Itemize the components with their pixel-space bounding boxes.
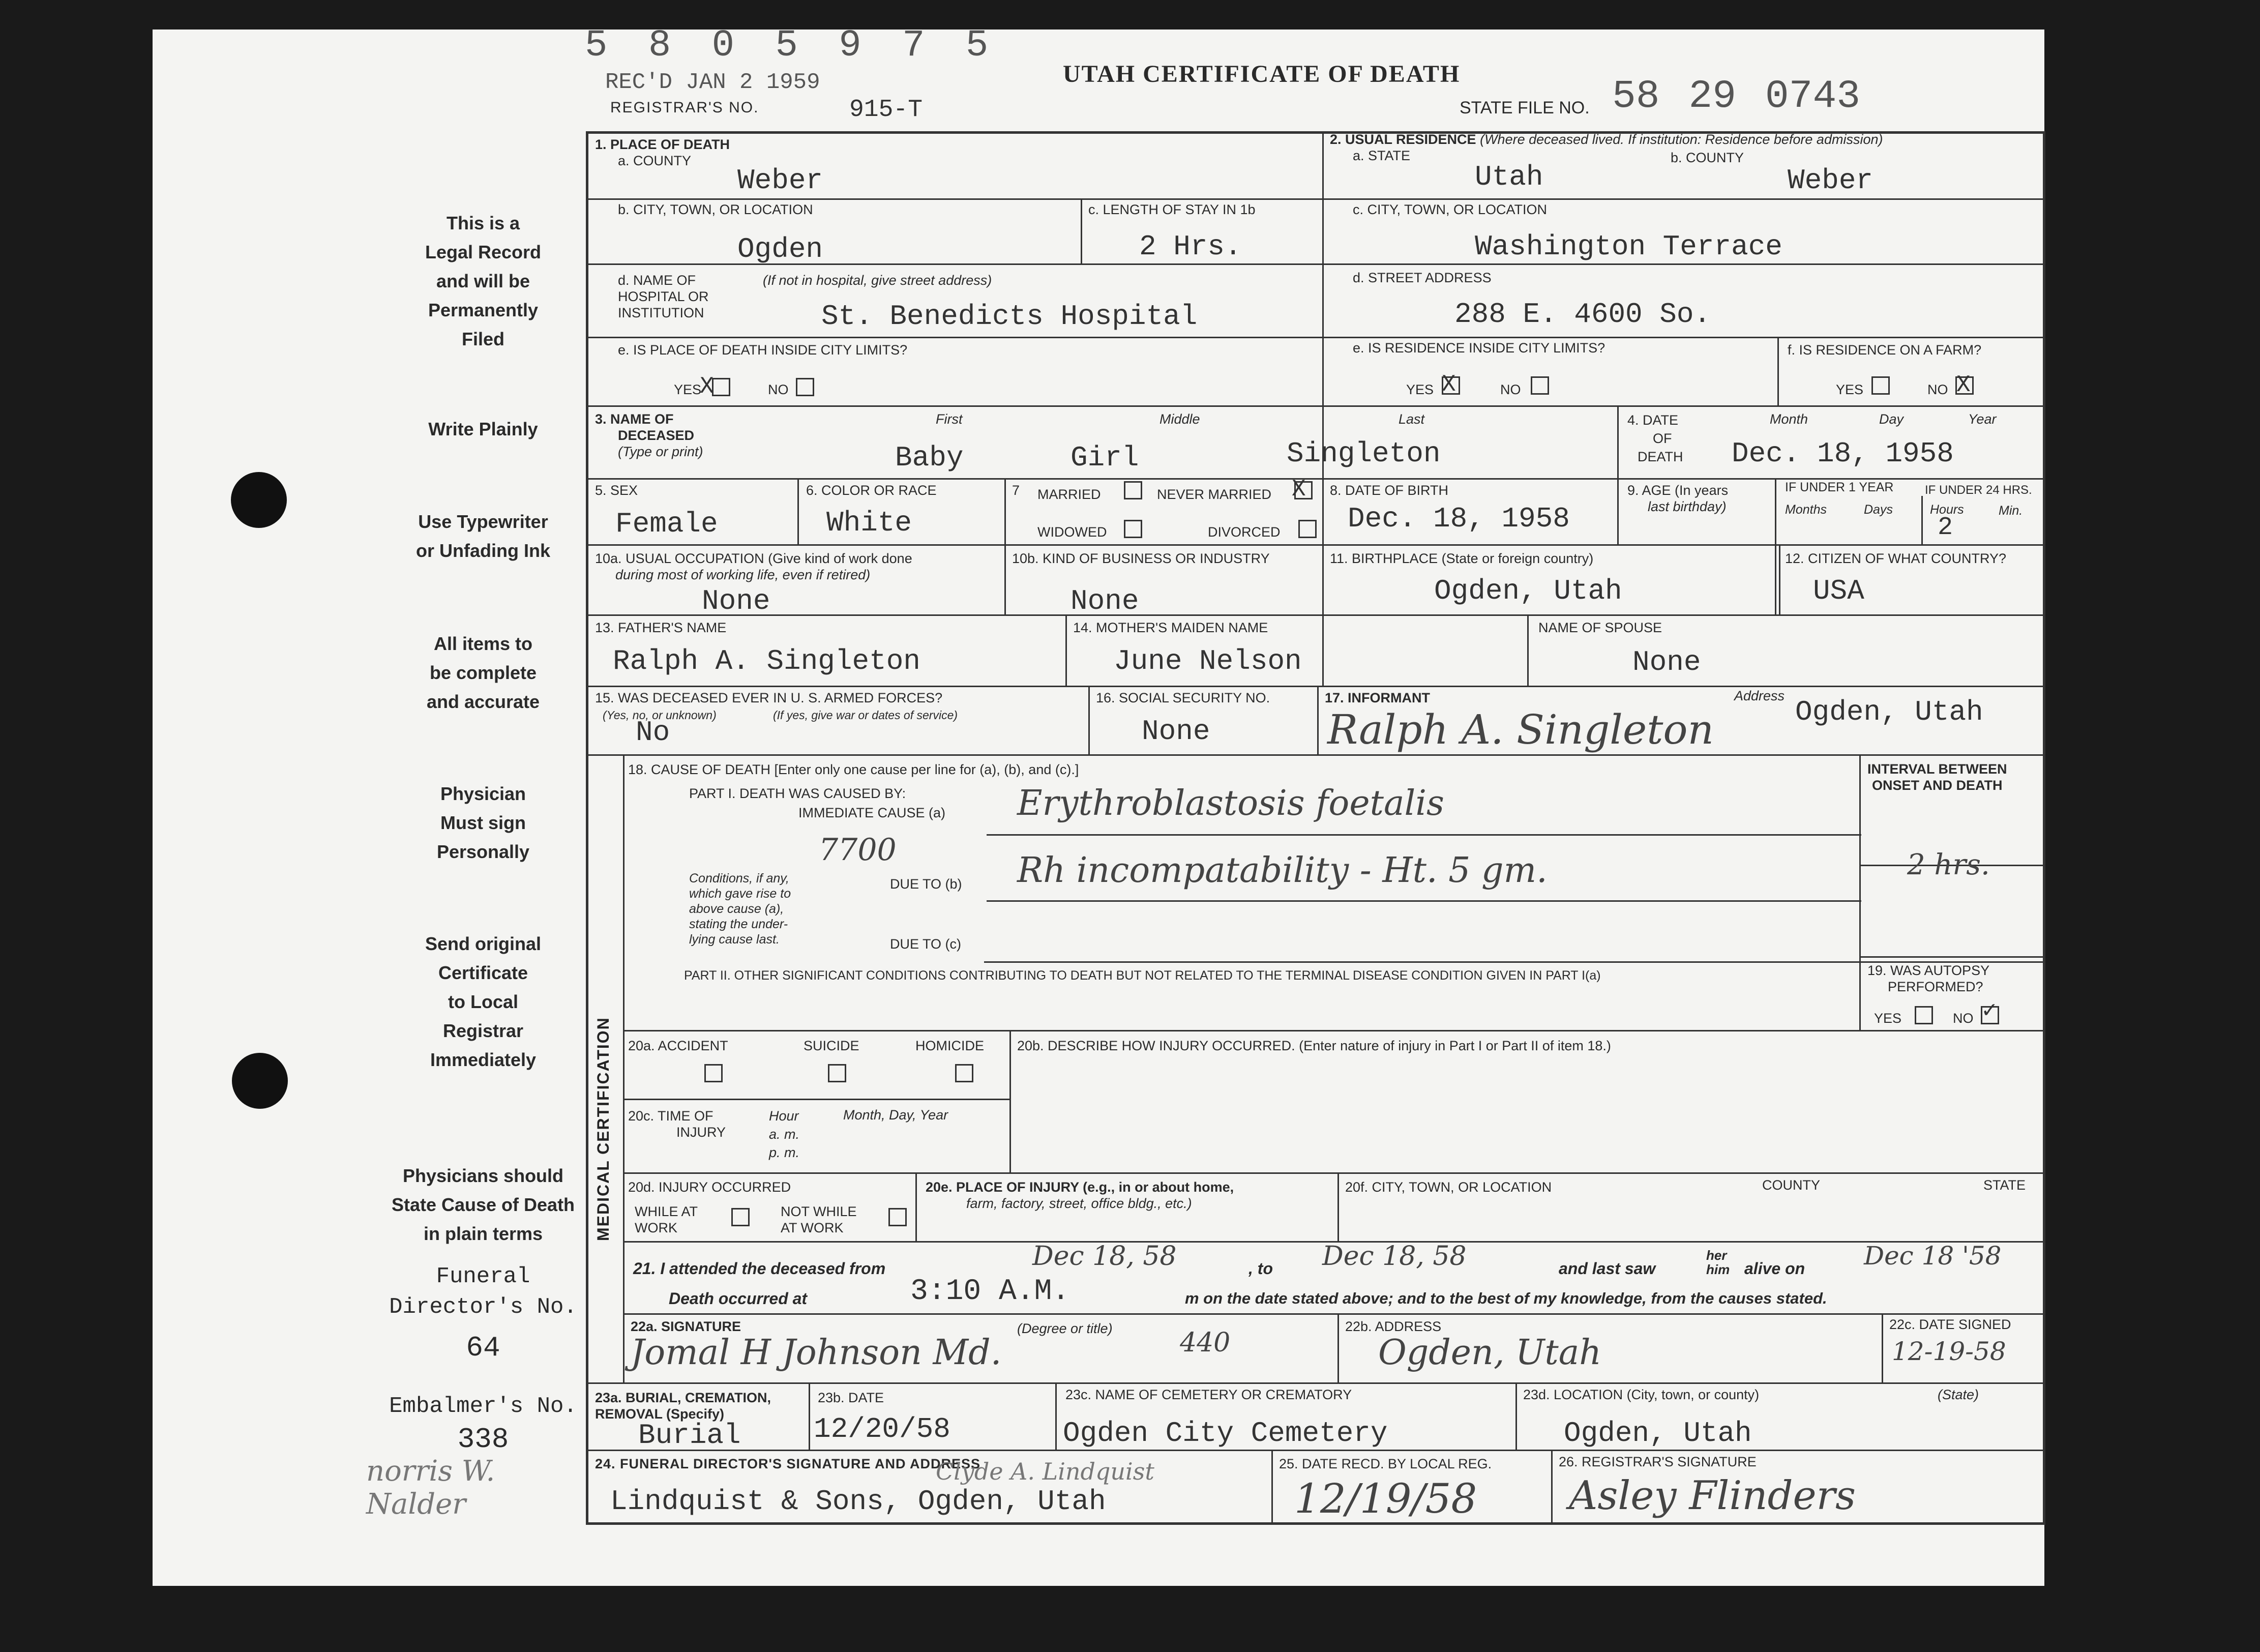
embalmer-no: 338 <box>457 1423 509 1456</box>
funeral-director-no: 64 <box>466 1332 500 1364</box>
typewriter-note: Use Typewriter or Unfading Ink <box>416 511 550 561</box>
deceased-label: DECEASED <box>618 428 695 443</box>
burial-date-value: 12/20/58 <box>814 1413 950 1446</box>
ssn-label: 16. SOCIAL SECURITY NO. <box>1096 690 1270 705</box>
funeral-director-sig-label: 24. FUNERAL DIRECTOR'S SIGNATURE AND ADDRESS <box>595 1456 980 1471</box>
not-work-checkbox[interactable] <box>888 1208 907 1226</box>
accident-label: 20a. ACCIDENT <box>628 1038 728 1053</box>
res-limits-no-checkbox[interactable] <box>1531 376 1549 395</box>
name-label: 3. NAME OF <box>595 411 674 427</box>
armed-note-yes-no: (Yes, no, or unknown) <box>603 709 717 722</box>
check-mark: X <box>700 373 714 400</box>
length-stay-label: c. LENGTH OF STAY IN 1b <box>1088 202 1256 217</box>
father-value: Ralph A. Singleton <box>613 645 920 677</box>
citizen-label: 12. CITIZEN OF WHAT COUNTRY? <box>1785 551 2007 566</box>
married-label: MARRIED <box>1037 487 1101 502</box>
registrar-label: REGISTRAR'S NO. <box>610 99 759 116</box>
no-label: NO <box>1500 382 1521 397</box>
time-injury-label: 20c. TIME OF INJURY <box>628 1108 726 1140</box>
embalmer-label: Embalmer's No. <box>389 1394 577 1419</box>
days-label: Days <box>1864 503 1893 517</box>
injury-county-label: COUNTY <box>1762 1177 1820 1193</box>
business-label: 10b. KIND OF BUSINESS OR INDUSTRY <box>1012 551 1270 566</box>
divorced-checkbox[interactable] <box>1298 520 1317 538</box>
spouse-value: None <box>1632 646 1701 678</box>
cause-code: 7700 <box>819 832 897 868</box>
birthplace-label: 11. BIRTHPLACE (State or foreign country) <box>1330 551 1594 566</box>
first-name-value: Baby <box>895 441 964 474</box>
death-occurred-note: m on the date stated above; and to the best of my knowledge, from the causes stated. <box>1185 1289 1827 1307</box>
month-label: Month <box>1770 411 1808 427</box>
race-label: 6. COLOR OR RACE <box>806 483 937 498</box>
res-city-value: Washington Terrace <box>1475 230 1782 263</box>
res-city-label: c. CITY, TOWN, OR LOCATION <box>1353 202 1548 217</box>
burial-label: 23a. BURIAL, CREMATION, REMOVAL (Specify) <box>595 1390 771 1422</box>
sex-value: Female <box>615 508 718 540</box>
birth-date-value: Dec. 18, 1958 <box>1348 503 1570 535</box>
part2-label: PART II. OTHER SIGNIFICANT CONDITIONS CONTRIBUTING TO DEATH BUT NOT RELATED TO THE TERMINAL DISEASE CONDITION GIVEN IN PART I(a) <box>684 968 1601 983</box>
res-county-value: Weber <box>1788 164 1874 197</box>
attended-to-value: Dec 18, 58 <box>1322 1241 1467 1272</box>
due-to-b-value: Rh incompatability - Ht. 5 gm. <box>1017 850 1548 891</box>
attended-label: 21. I attended the deceased from <box>633 1259 886 1278</box>
attended-from-value: Dec 18, 58 <box>1032 1241 1177 1272</box>
res-limits-label: e. IS RESIDENCE INSIDE CITY LIMITS? <box>1353 340 1605 356</box>
death-date-label: 4. DATE OF DEATH <box>1627 412 1683 464</box>
sex-label: 5. SEX <box>595 483 638 498</box>
place-limits-no-checkbox[interactable] <box>796 378 814 396</box>
widowed-label: WIDOWED <box>1037 524 1107 540</box>
father-label: 13. FATHER'S NAME <box>595 620 727 635</box>
middle-name-value: Girl <box>1070 441 1139 474</box>
due-to-b-label: DUE TO (b) <box>890 876 962 892</box>
autopsy-label: 19. WAS AUTOPSY PERFORMED? <box>1867 963 1990 994</box>
received-stamp: REC'D JAN 2 1959 <box>605 70 820 95</box>
last-label: Last <box>1399 411 1425 427</box>
res-state-value: Utah <box>1475 161 1543 193</box>
last-saw-label: and last saw <box>1559 1259 1656 1278</box>
no-label: NO <box>1927 382 1948 397</box>
street-value: 288 E. 4600 So. <box>1454 298 1711 331</box>
attended-to-label: , to <box>1248 1259 1273 1278</box>
check-mark: ✓ <box>1982 998 1997 1024</box>
date-signed-value: 12-19-58 <box>1892 1337 2006 1366</box>
not-work-label: NOT WHILE AT WORK <box>781 1204 857 1235</box>
accident-checkbox[interactable] <box>704 1064 723 1082</box>
informant-address-label: Address <box>1734 688 1785 703</box>
age-hours-value: 2 <box>1938 513 1953 542</box>
armed-forces-value: No <box>636 716 670 749</box>
street-label: d. STREET ADDRESS <box>1353 270 1492 285</box>
birthplace-value: Ogden, Utah <box>1434 575 1622 607</box>
mother-value: June Nelson <box>1114 645 1302 677</box>
date-recd-label: 25. DATE RECD. BY LOCAL REG. <box>1279 1456 1492 1471</box>
inside-limits-label: e. IS PLACE OF DEATH INSIDE CITY LIMITS? <box>618 342 908 358</box>
armed-note-war: (If yes, give war or dates of service) <box>773 709 958 722</box>
place-of-death-label: 1. PLACE OF DEATH <box>595 137 730 152</box>
farm-label: f. IS RESIDENCE ON A FARM? <box>1788 342 1982 358</box>
check-mark: X <box>1956 372 1971 398</box>
place-injury-label: 20e. PLACE OF INJURY (e.g., in or about home, farm, factory, street, office bldg., etc.) <box>926 1179 1234 1211</box>
yes-label: YES <box>1836 382 1864 397</box>
registrar-signature: Asley Flinders <box>1569 1473 1856 1519</box>
middle-label: Middle <box>1159 411 1200 427</box>
state-paren-label: (State) <box>1938 1387 1979 1402</box>
funeral-director-label: Funeral Director's No. <box>389 1264 577 1320</box>
race-value: White <box>826 507 912 539</box>
citizen-value: USA <box>1813 575 1864 607</box>
ssn-value: None <box>1142 715 1210 748</box>
homicide-label: HOMICIDE <box>915 1038 984 1053</box>
city-value: Ogden <box>737 233 823 266</box>
hours-label: Hours <box>1930 503 1964 517</box>
immediate-cause-value: Erythroblastosis foetalis <box>1017 783 1444 823</box>
medical-certification-label: MEDICAL CERTIFICATION <box>594 1017 612 1241</box>
while-work-checkbox[interactable] <box>731 1208 750 1226</box>
yes-label: YES <box>674 382 702 397</box>
cemetery-value: Ogden City Cemetery <box>1063 1417 1388 1450</box>
business-value: None <box>1070 585 1139 617</box>
usual-residence-label: 2. USUAL RESIDENCE (Where deceased lived. If institution: Residence before admission) <box>1330 132 1883 147</box>
part1-label: PART I. DEATH WAS CAUSED BY: <box>689 786 906 801</box>
injury-describe-label: 20b. DESCRIBE HOW INJURY OCCURRED. (Enter nature of injury in Part I or Part II of item 18.) <box>1017 1038 1611 1053</box>
degree-label: (Degree or title) <box>1017 1321 1113 1336</box>
physician-note: Physician Must sign Personally <box>436 783 530 862</box>
city-label: b. CITY, TOWN, OR LOCATION <box>618 202 813 217</box>
informant-label: 17. INFORMANT <box>1325 690 1431 705</box>
physician-address-label: 22b. ADDRESS <box>1345 1319 1442 1334</box>
under-1-year-label: IF UNDER 1 YEAR <box>1785 480 1894 494</box>
injury-state-label: STATE <box>1983 1177 2026 1193</box>
burial-value: Burial <box>638 1419 741 1452</box>
first-label: First <box>936 411 963 427</box>
date-signed-label: 22c. DATE SIGNED <box>1889 1317 2011 1332</box>
injury-occurred-label: 20d. INJURY OCCURRED <box>628 1179 791 1195</box>
hospital-note: (If not in hospital, give street address) <box>763 273 992 288</box>
physician-no: 440 <box>1180 1328 1231 1358</box>
yes-label: YES <box>1874 1011 1902 1026</box>
burial-date-label: 23b. DATE <box>818 1390 884 1405</box>
send-original-note: Send original Certificate to Local Registrar Immediately <box>425 933 542 1070</box>
immediate-cause-label: IMMEDIATE CAUSE (a) <box>798 805 946 820</box>
location-label: 23d. LOCATION (City, town, or county) <box>1523 1387 1760 1402</box>
death-date-value: Dec. 18, 1958 <box>1732 437 1954 470</box>
alive-on-value: Dec 18 '58 <box>1864 1241 2002 1271</box>
last-name-value: Singleton <box>1287 437 1441 470</box>
death-time-value: 3:10 A.M. <box>910 1275 1070 1308</box>
embalmer-signature: norris W. Nalder <box>366 1455 495 1521</box>
marital-label: 7 <box>1012 483 1020 498</box>
mdy-label: Month, Day, Year <box>843 1107 948 1123</box>
conditions-note: Conditions, if any, which gave rise to above cause (a), stating the under- lying cause last. <box>689 871 791 947</box>
state-file-label: STATE FILE NO. <box>1460 98 1590 117</box>
check-mark: X <box>1442 371 1456 398</box>
county-label: a. COUNTY <box>618 153 692 168</box>
location-value: Ogden, Utah <box>1564 1417 1752 1450</box>
suicide-checkbox[interactable] <box>828 1064 846 1082</box>
physician-signature: Jomal H Johnson Md. <box>631 1333 1002 1373</box>
length-stay-value: 2 Hrs. <box>1139 230 1242 263</box>
no-label: NO <box>768 382 789 397</box>
legal-record-note: This is a Legal Record and will be Permanently Filed <box>425 213 542 349</box>
cause-of-death-label: 18. CAUSE OF DEATH [Enter only one cause per line for (a), (b), and (c).] <box>628 762 1079 777</box>
certificate-title: UTAH CERTIFICATE OF DEATH <box>1063 61 1461 87</box>
interval-label: INTERVAL BETWEEN ONSET AND DEATH <box>1867 761 2007 793</box>
write-plainly-note: Write Plainly <box>428 419 538 439</box>
check-mark: X <box>1292 476 1306 503</box>
married-checkbox[interactable] <box>1124 481 1142 499</box>
due-to-c-label: DUE TO (c) <box>890 936 962 952</box>
her-him-label: her him <box>1706 1248 1730 1277</box>
autopsy-yes-checkbox[interactable] <box>1915 1006 1933 1024</box>
res-county-label: b. COUNTY <box>1671 150 1744 165</box>
farm-yes-checkbox[interactable] <box>1871 376 1890 395</box>
punch-hole-bottom <box>232 1053 288 1109</box>
year-label: Year <box>1968 411 1997 427</box>
funeral-director-signature: Clyde A. Lindquist <box>936 1458 1154 1485</box>
under-24-hrs-label: IF UNDER 24 HRS. <box>1925 483 2032 497</box>
homicide-checkbox[interactable] <box>955 1064 973 1082</box>
informant-signature: Ralph A. Singleton <box>1327 706 1714 753</box>
state-file-no: 58 29 0743 <box>1612 74 1861 119</box>
date-recd-value: 12/19/58 <box>1294 1475 1477 1522</box>
hospital-label: d. NAME OF HOSPITAL OR INSTITUTION <box>618 273 709 320</box>
registrar-sig-label: 26. REGISTRAR'S SIGNATURE <box>1559 1454 1757 1469</box>
death-certificate-form <box>586 131 2045 1525</box>
yes-label: YES <box>1406 382 1434 397</box>
min-label: Min. <box>1999 504 2023 518</box>
informant-address-value: Ogden, Utah <box>1795 696 1983 728</box>
birth-date-label: 8. DATE OF BIRTH <box>1330 483 1449 498</box>
mother-label: 14. MOTHER'S MAIDEN NAME <box>1073 620 1268 635</box>
cemetery-label: 23c. NAME OF CEMETERY OR CREMATORY <box>1065 1387 1352 1402</box>
never-married-label: NEVER MARRIED <box>1157 487 1272 502</box>
divorced-label: DIVORCED <box>1208 524 1281 540</box>
county-value: Weber <box>737 164 823 197</box>
while-work-label: WHILE AT WORK <box>635 1204 698 1235</box>
funeral-director-address: Lindquist & Sons, Ogden, Utah <box>610 1485 1106 1518</box>
armed-forces-label: 15. WAS DECEASED EVER IN U. S. ARMED FORCES? <box>595 690 943 705</box>
spouse-label: NAME OF SPOUSE <box>1538 620 1662 635</box>
injury-city-label: 20f. CITY, TOWN, OR LOCATION <box>1345 1179 1552 1195</box>
registrar-no: 915-T <box>849 96 923 124</box>
punch-hole-top <box>231 472 287 528</box>
cause-terms-note: Physicians should State Cause of Death in plain terms <box>391 1165 575 1244</box>
months-label: Months <box>1785 503 1827 517</box>
signature-label: 22a. SIGNATURE <box>631 1319 741 1334</box>
physician-address-value: Ogden, Utah <box>1378 1333 1602 1373</box>
complete-note: All items to be complete and accurate <box>426 633 540 712</box>
alive-on-label: alive on <box>1744 1259 1805 1278</box>
occupation-label: 10a. USUAL OCCUPATION (Give kind of work done during most of working life, even if retired) <box>595 551 912 582</box>
occupation-value: None <box>702 585 770 617</box>
res-state-label: a. STATE <box>1353 148 1411 163</box>
suicide-label: SUICIDE <box>804 1038 859 1053</box>
interval-value: 2 hrs. <box>1907 848 1990 881</box>
no-label: NO <box>1953 1011 1974 1026</box>
hospital-value: St. Benedicts Hospital <box>821 300 1198 333</box>
type-print-note: (Type or print) <box>618 444 703 459</box>
widowed-checkbox[interactable] <box>1124 520 1142 538</box>
death-occurred-label: Death occurred at <box>669 1289 808 1308</box>
place-limits-yes-checkbox[interactable] <box>712 378 730 396</box>
injury-time-fields: Hour a. m. p. m. <box>769 1108 800 1160</box>
day-label: Day <box>1879 411 1904 427</box>
stamp-number: 5 8 0 5 9 7 5 <box>585 24 998 67</box>
age-label: 9. AGE (In years last birthday) <box>1627 483 1729 514</box>
